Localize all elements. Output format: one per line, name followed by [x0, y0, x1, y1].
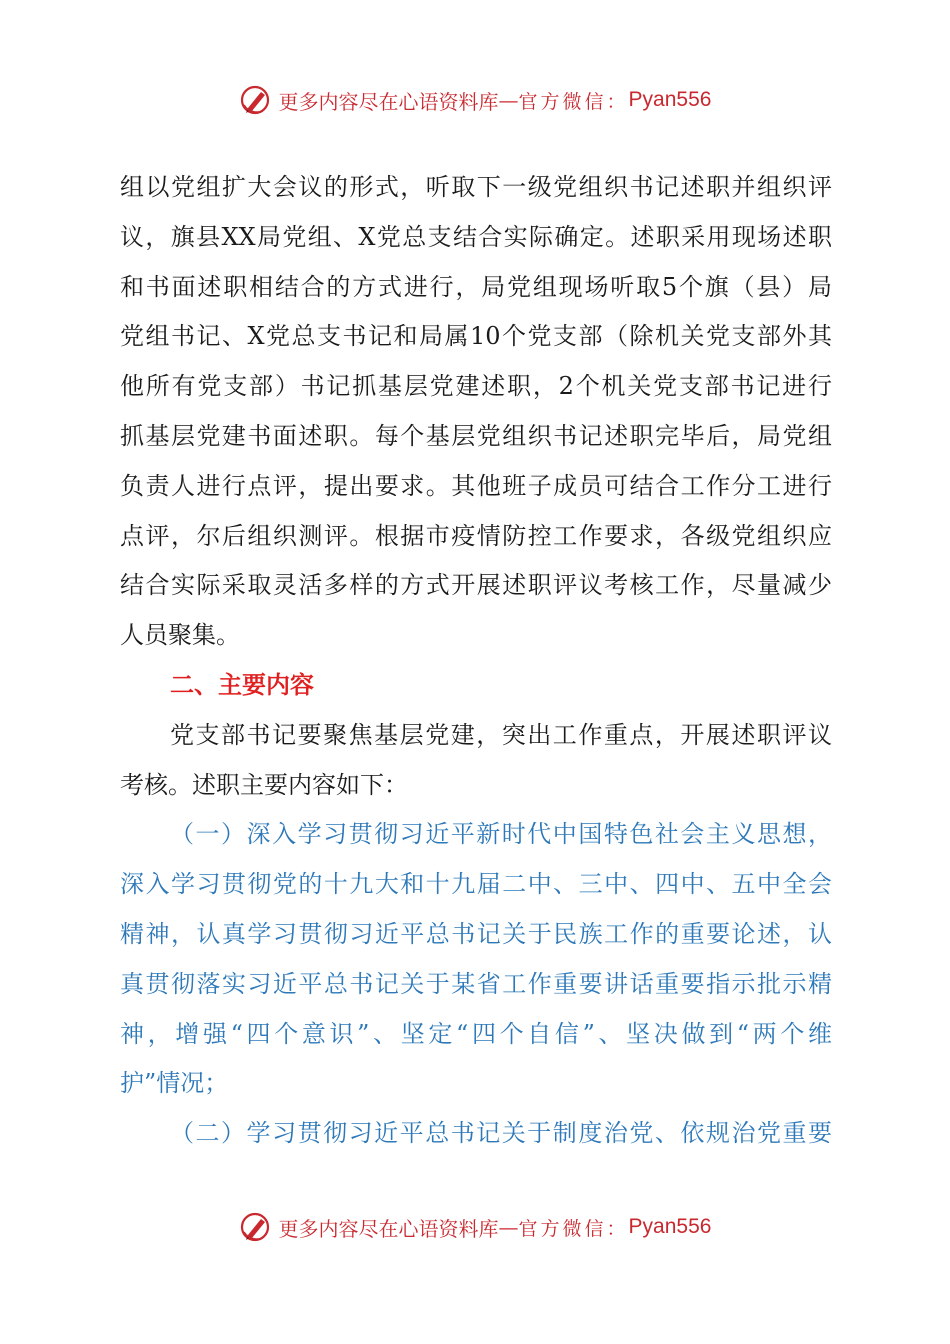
text-line: 人员聚集。 [120, 621, 240, 650]
text-line: 和书面述职相结合的方式进行，局党组现场听取5个旗（县）局 [120, 272, 832, 301]
pen-logo-icon [239, 83, 273, 117]
text-line: 考核。述职主要内容如下： [120, 770, 408, 799]
banner-wechat-id: Pyan556 [628, 88, 712, 111]
text-line: 真贯彻落实习近平总书记关于某省工作重要讲话重要指示批示精 [120, 969, 832, 998]
paragraph-item-one [120, 810, 832, 1109]
text-line: 结合实际采取灵活多样的方式开展述职评议考核工作，尽量减少 [120, 571, 832, 600]
banner-dash: — [498, 88, 519, 112]
text-line: （二）学习贯彻习近平总书记关于制度治党、依规治党重要 [170, 1119, 832, 1148]
text-line: 精神，认真学习贯彻习近平总书记关于民族工作的重要论述，认 [120, 919, 832, 948]
text-line: 党支部书记要聚焦基层党建，突出工作重点，开展述职评议 [170, 720, 832, 749]
text-line: 他所有党支部）书记抓基层党建述职，2个机关党支部书记进行 [120, 372, 832, 401]
banner-wechat-label: 官方微信： [518, 90, 629, 113]
text-line: 负责人进行点评，提出要求。其他班子成员可结合工作分工进行 [120, 471, 832, 500]
footer-watermark-banner [0, 1207, 950, 1247]
paragraph-format [120, 163, 832, 661]
banner-wechat-id: Pyan556 [628, 1215, 712, 1238]
document-body [120, 163, 832, 1159]
text-line: 党组书记、X党总支书记和局属10个党支部（除机关党支部外其 [120, 322, 832, 351]
section-heading [120, 661, 832, 711]
text-line: 抓基层党建书面述职。每个基层党组织书记述职完毕后，局党组 [120, 421, 832, 450]
paragraph-intro [120, 711, 832, 811]
heading-line: 二、主要内容 [170, 670, 314, 699]
text-line: 议，旗县XX局党组、X党总支结合实际确定。述职采用现场述职 [120, 222, 832, 251]
text-line: 点评，尔后组织测评。根据市疫情防控工作要求，各级党组织应 [120, 521, 832, 550]
text-line: 深入学习贯彻党的十九大和十九届二中、三中、四中、五中全会 [120, 870, 832, 899]
paragraph-item-two [120, 1109, 832, 1159]
text-line: 护”情况； [120, 1069, 229, 1098]
text-line: 组以党组扩大会议的形式，听取下一级党组织书记述职并组织评 [120, 173, 832, 201]
header-watermark-banner [0, 80, 950, 120]
banner-dash: — [498, 1215, 519, 1239]
text-line: 神，增强“四个意识”、坚定“四个自信”、坚决做到“两个维 [120, 1019, 832, 1048]
pen-logo-icon [239, 1210, 273, 1244]
banner-main-text: 更多内容尽在心语资料库 [278, 89, 499, 114]
banner-main-text: 更多内容尽在心语资料库 [278, 1216, 499, 1241]
text-line: （一）深入学习贯彻习近平新时代中国特色社会主义思想， [170, 820, 832, 849]
banner-wechat-label: 官方微信： [518, 1217, 629, 1240]
